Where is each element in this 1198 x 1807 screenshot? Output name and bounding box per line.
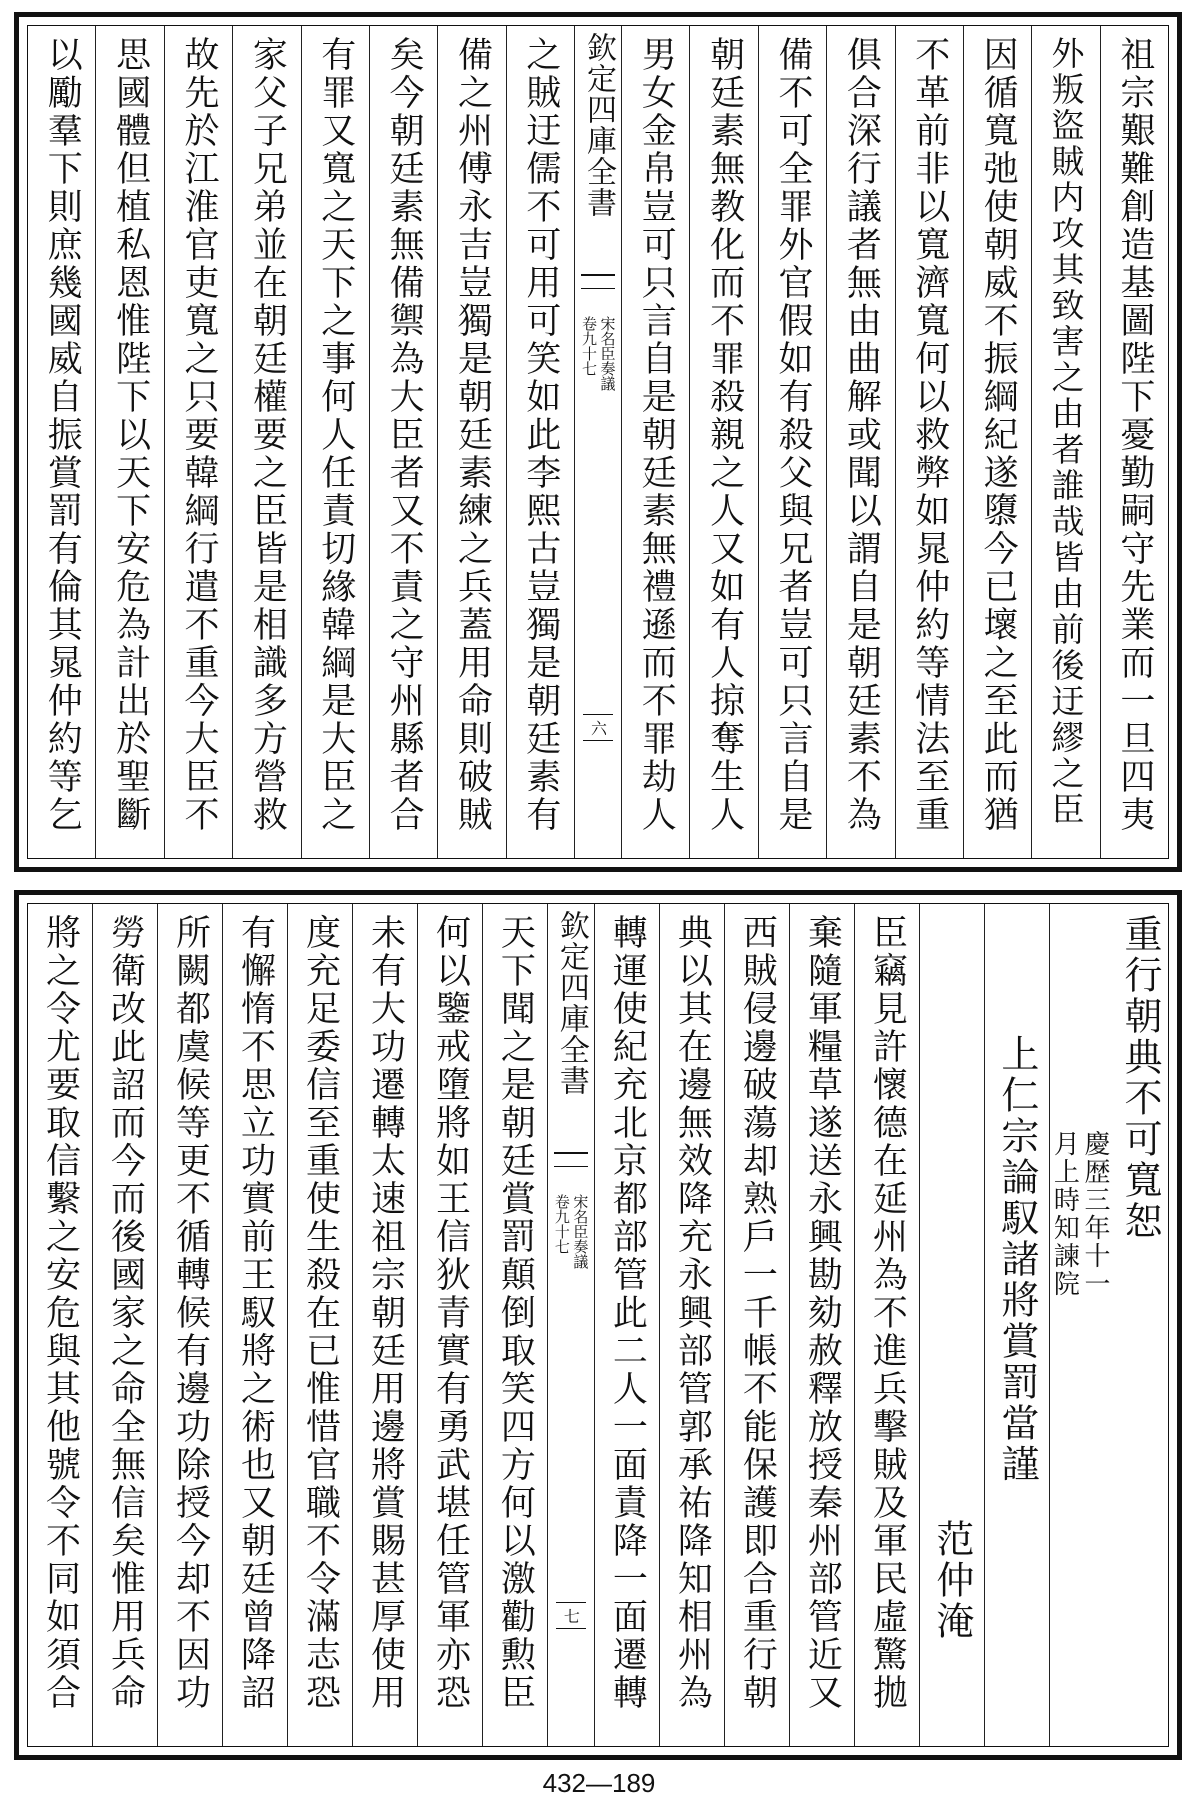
title-note: 慶歴三年十一 月上時知諫院: [1049, 1130, 1110, 1298]
fold-rule: [583, 714, 613, 715]
text-column: 轉運使紀充北京都部管此二人一面責降一面遷轉: [595, 904, 660, 1746]
text-column: 臣竊見許懷德在延州為不進兵擊賊及軍民虛驚拋: [855, 904, 920, 1746]
library-title: 欽定四庫全書: [581, 32, 616, 218]
text-columns: [28, 26, 1168, 858]
page-frame: [27, 903, 1169, 1747]
text-column: 以勵羣下則庶幾國威自振賞罰有倫其晁仲約等乞: [28, 26, 96, 858]
library-title: 欽定四庫全書: [553, 910, 589, 1096]
text-column: 矣今朝廷素無備禦為大臣者又不責之守州縣者合: [370, 26, 438, 858]
text-column: 家父子兄弟並在朝廷權要之臣皆是相識多方營救: [233, 26, 301, 858]
center-fold: [575, 26, 622, 858]
text-columns: [28, 904, 1168, 1746]
text-column: 有懈惰不思立功實前王馭將之術也又朝廷曾降詔: [223, 904, 288, 1746]
book-info: [581, 316, 616, 391]
text-column: 何以鑒戒墮將如王信狄青實有勇武堪任管軍亦恐: [418, 904, 483, 1746]
text-column: 所闕都虞候等更不循轉候有邊功除授今却不因功: [158, 904, 223, 1746]
text-column: 外叛盜賊内攻其致害之由者誰哉皆由前後迂繆之臣: [1032, 26, 1100, 858]
page-frame: [27, 25, 1169, 859]
text-column: 備不可全罪外官假如有殺父與兄者豈可只言自是: [759, 26, 827, 858]
text-column: 有罪又寬之天下之事何人任責切緣韓綱是大臣之: [302, 26, 370, 858]
text-column: 不革前非以寬濟寬何以救弊如晁仲約等情法至重: [896, 26, 964, 858]
fish-tail-mark: [554, 1152, 588, 1180]
subtitle-column: [985, 904, 1050, 1746]
memorial-title: 重行朝典不可寬恕: [1118, 914, 1162, 1242]
memorial-title-column: [1050, 904, 1168, 1746]
text-column: 俱合深行議者無由曲解或聞以謂自是朝廷素不為: [827, 26, 895, 858]
memorial-subtitle: 上仁宗論馭諸將賞罰當謹: [994, 1034, 1039, 1485]
text-column: 備之州傅永吉豈獨是朝廷素練之兵蓋用命則破賊: [438, 26, 506, 858]
text-column: 棄隨軍糧草遂送永興勘劾赦釋放授秦州部管近又: [790, 904, 855, 1746]
volume-number: 卷九十七: [580, 316, 598, 376]
author-name: 范仲淹: [929, 1519, 974, 1642]
page-bottom: [14, 890, 1182, 1760]
text-column: 未有大功遷轉太速祖宗朝廷用邊將賞賜甚厚使用: [353, 904, 418, 1746]
center-fold: [548, 904, 595, 1746]
text-column: 男女金帛豈可只言自是朝廷素無禮遜而不罪劫人: [622, 26, 690, 858]
text-column: 祖宗艱難創造基圖陛下憂勤嗣守先業而一旦四夷: [1114, 36, 1155, 834]
text-column: 西賊侵邊破蕩却熟戶一千帳不能保護即合重行朝: [725, 904, 790, 1746]
volume-number: 卷九十七: [552, 1194, 571, 1254]
text-column: 因循寬弛使朝威不振綱紀遂隳今已壞之至此而猶: [964, 26, 1032, 858]
fold-rule: [556, 1628, 586, 1629]
fish-tail-mark: [581, 274, 615, 302]
text-column: 典以其在邊無效降充永興部管郭承祐降知相州為: [660, 904, 725, 1746]
text-column: 朝廷素無教化而不罪殺親之人又如有人掠奪生人: [690, 26, 758, 858]
book-title: 宋名臣奏議: [598, 316, 617, 391]
text-column: 故先於江淮官吏寬之只要韓綱行遣不重今大臣不: [165, 26, 233, 858]
book-title: 宋名臣奏議: [571, 1194, 590, 1269]
page-number: 七: [561, 1608, 581, 1624]
text-column: 思國體但植私恩惟陛下以天下安危為計出於聖斷: [96, 26, 164, 858]
text-column: 將之令尤要取信繫之安危與其他號令不同如須合: [28, 904, 93, 1746]
author-column: [920, 904, 985, 1746]
fold-rule: [583, 740, 613, 741]
fold-rule: [556, 1602, 586, 1603]
page-number: 六: [588, 720, 608, 736]
page-top: [14, 12, 1182, 872]
book-info: [553, 1194, 588, 1269]
page-footer-number: 432—189: [542, 1768, 656, 1798]
text-column: 勞衛改此詔而今而後國家之命全無信矣惟用兵命: [93, 904, 158, 1746]
text-column: 之賊迂儒不可用可笑如此李熙古豈獨是朝廷素有: [507, 26, 575, 858]
text-column: 天下聞之是朝廷賞罰顛倒取笑四方何以激勸勲臣: [483, 904, 548, 1746]
text-column: 度充足委信至重使生殺在已惟惜官職不令滿志恐: [288, 904, 353, 1746]
